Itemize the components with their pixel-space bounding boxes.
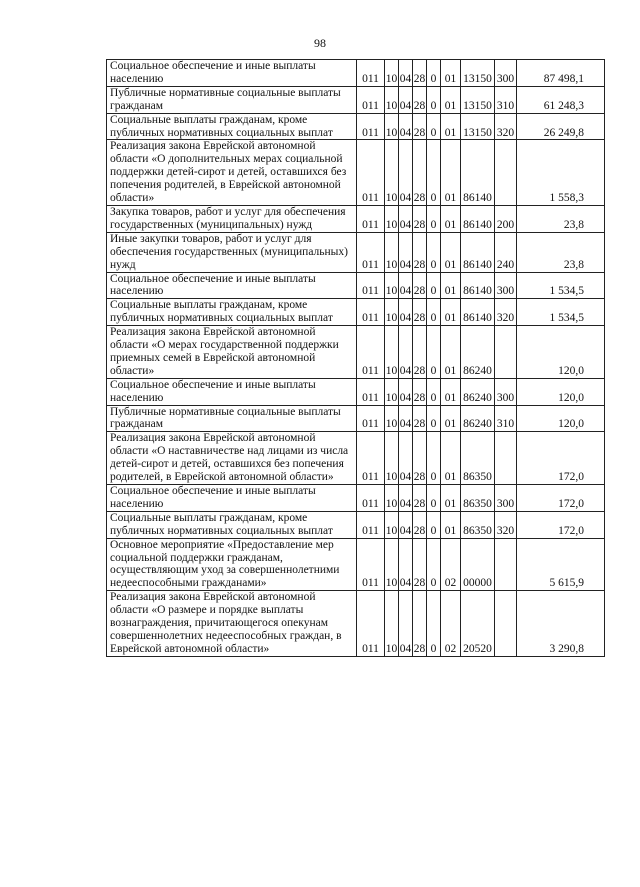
expense-type-code: 240 xyxy=(495,232,517,272)
program-code: 28 xyxy=(413,86,427,113)
ministry-code: 011 xyxy=(357,140,385,206)
subsection-code: 04 xyxy=(399,140,413,206)
event-code: 01 xyxy=(441,326,461,379)
direction-code: 86240 xyxy=(461,378,495,405)
budget-table xyxy=(106,59,605,657)
table-row xyxy=(107,511,605,538)
direction-code: 86140 xyxy=(461,232,495,272)
ministry-code: 011 xyxy=(357,378,385,405)
event-code: 01 xyxy=(441,86,461,113)
ministry-code: 011 xyxy=(357,60,385,87)
subprogram-code: 0 xyxy=(427,326,441,379)
table-row xyxy=(107,378,605,405)
section-code: 10 xyxy=(385,140,399,206)
direction-code: 86350 xyxy=(461,485,495,512)
program-code: 28 xyxy=(413,538,427,591)
table-row xyxy=(107,405,605,432)
ministry-code: 011 xyxy=(357,538,385,591)
subsection-code: 04 xyxy=(399,485,413,512)
amount: 120,0 xyxy=(517,326,605,379)
table-row xyxy=(107,60,605,87)
section-code: 10 xyxy=(385,432,399,485)
amount: 26 249,8 xyxy=(517,113,605,140)
section-code: 10 xyxy=(385,485,399,512)
row-name: Реализация закона Еврейской автономной области «О размере и порядке выплаты вознаграждения, причитающегося опекунам совершеннолетних недееспособных граждан, в Еврейской автономной области» xyxy=(107,591,357,657)
row-name: Реализация закона Еврейской автономной области «О наставничестве над лицами из числа детей-сирот и детей, оставшихся без попечения родителей, в Еврейской автономной области» xyxy=(107,432,357,485)
expense-type-code: 320 xyxy=(495,299,517,326)
row-name: Социальные выплаты гражданам, кроме публичных нормативных социальных выплат xyxy=(107,113,357,140)
program-code: 28 xyxy=(413,326,427,379)
program-code: 28 xyxy=(413,432,427,485)
direction-code: 13150 xyxy=(461,60,495,87)
table-row xyxy=(107,538,605,591)
table-row xyxy=(107,485,605,512)
event-code: 01 xyxy=(441,205,461,232)
expense-type-code xyxy=(495,432,517,485)
section-code: 10 xyxy=(385,205,399,232)
event-code: 01 xyxy=(441,140,461,206)
subsection-code: 04 xyxy=(399,432,413,485)
table-row xyxy=(107,432,605,485)
direction-code: 86350 xyxy=(461,432,495,485)
section-code: 10 xyxy=(385,378,399,405)
expense-type-code xyxy=(495,538,517,591)
expense-type-code xyxy=(495,591,517,657)
ministry-code: 011 xyxy=(357,113,385,140)
row-name: Социальное обеспечение и иные выплаты населению xyxy=(107,485,357,512)
subsection-code: 04 xyxy=(399,299,413,326)
program-code: 28 xyxy=(413,405,427,432)
expense-type-code: 300 xyxy=(495,272,517,299)
section-code: 10 xyxy=(385,232,399,272)
event-code: 01 xyxy=(441,485,461,512)
program-code: 28 xyxy=(413,299,427,326)
subsection-code: 04 xyxy=(399,511,413,538)
program-code: 28 xyxy=(413,60,427,87)
event-code: 01 xyxy=(441,232,461,272)
direction-code: 86350 xyxy=(461,511,495,538)
subprogram-code: 0 xyxy=(427,485,441,512)
subprogram-code: 0 xyxy=(427,591,441,657)
direction-code: 13150 xyxy=(461,113,495,140)
amount: 23,8 xyxy=(517,232,605,272)
subsection-code: 04 xyxy=(399,86,413,113)
direction-code: 20520 xyxy=(461,591,495,657)
amount: 1 534,5 xyxy=(517,272,605,299)
program-code: 28 xyxy=(413,205,427,232)
direction-code: 86240 xyxy=(461,326,495,379)
row-name: Социальное обеспечение и иные выплаты населению xyxy=(107,378,357,405)
direction-code: 86140 xyxy=(461,299,495,326)
table-row xyxy=(107,205,605,232)
subprogram-code: 0 xyxy=(427,432,441,485)
amount: 120,0 xyxy=(517,378,605,405)
row-name: Реализация закона Еврейской автономной области «О мерах государственной поддержки приемных семей в Еврейской автономной области» xyxy=(107,326,357,379)
table-row xyxy=(107,113,605,140)
row-name: Основное мероприятие «Предоставление мер социальной поддержки гражданам, осуществляющим уход за совершеннолетними недееспособными гражданами» xyxy=(107,538,357,591)
table-row xyxy=(107,232,605,272)
row-name: Закупка товаров, работ и услуг для обеспечения государственных (муниципальных) нужд xyxy=(107,205,357,232)
subprogram-code: 0 xyxy=(427,538,441,591)
amount: 172,0 xyxy=(517,432,605,485)
table-row xyxy=(107,299,605,326)
amount: 120,0 xyxy=(517,405,605,432)
section-code: 10 xyxy=(385,299,399,326)
subprogram-code: 0 xyxy=(427,205,441,232)
direction-code: 86140 xyxy=(461,140,495,206)
page-number: 98 xyxy=(314,36,326,50)
expense-type-code: 200 xyxy=(495,205,517,232)
amount: 172,0 xyxy=(517,511,605,538)
table-row xyxy=(107,272,605,299)
section-code: 10 xyxy=(385,113,399,140)
subprogram-code: 0 xyxy=(427,405,441,432)
subsection-code: 04 xyxy=(399,232,413,272)
event-code: 01 xyxy=(441,511,461,538)
direction-code: 86140 xyxy=(461,272,495,299)
expense-type-code: 310 xyxy=(495,405,517,432)
amount: 3 290,8 xyxy=(517,591,605,657)
row-name: Реализация закона Еврейской автономной области «О дополнительных мерах социальной поддержки детей-сирот и детей, оставшихся без попечения родителей, в Еврейской автономной области» xyxy=(107,140,357,206)
subprogram-code: 0 xyxy=(427,232,441,272)
subsection-code: 04 xyxy=(399,405,413,432)
expense-type-code: 300 xyxy=(495,60,517,87)
subprogram-code: 0 xyxy=(427,86,441,113)
subprogram-code: 0 xyxy=(427,272,441,299)
section-code: 10 xyxy=(385,591,399,657)
section-code: 10 xyxy=(385,538,399,591)
expense-type-code: 320 xyxy=(495,113,517,140)
direction-code: 86140 xyxy=(461,205,495,232)
table-row xyxy=(107,86,605,113)
program-code: 28 xyxy=(413,113,427,140)
ministry-code: 011 xyxy=(357,326,385,379)
event-code: 01 xyxy=(441,378,461,405)
subsection-code: 04 xyxy=(399,378,413,405)
amount: 172,0 xyxy=(517,485,605,512)
program-code: 28 xyxy=(413,272,427,299)
expense-type-code: 300 xyxy=(495,485,517,512)
ministry-code: 011 xyxy=(357,432,385,485)
subprogram-code: 0 xyxy=(427,511,441,538)
row-name: Социальные выплаты гражданам, кроме публичных нормативных социальных выплат xyxy=(107,299,357,326)
amount: 1 558,3 xyxy=(517,140,605,206)
program-code: 28 xyxy=(413,378,427,405)
program-code: 28 xyxy=(413,591,427,657)
amount: 1 534,5 xyxy=(517,299,605,326)
table-row xyxy=(107,591,605,657)
direction-code: 86240 xyxy=(461,405,495,432)
subsection-code: 04 xyxy=(399,205,413,232)
subsection-code: 04 xyxy=(399,60,413,87)
expense-type-code: 310 xyxy=(495,86,517,113)
ministry-code: 011 xyxy=(357,485,385,512)
subsection-code: 04 xyxy=(399,591,413,657)
subprogram-code: 0 xyxy=(427,60,441,87)
event-code: 01 xyxy=(441,272,461,299)
event-code: 01 xyxy=(441,432,461,485)
expense-type-code: 300 xyxy=(495,378,517,405)
direction-code: 00000 xyxy=(461,538,495,591)
event-code: 02 xyxy=(441,591,461,657)
amount: 5 615,9 xyxy=(517,538,605,591)
row-name: Социальные выплаты гражданам, кроме публичных нормативных социальных выплат xyxy=(107,511,357,538)
section-code: 10 xyxy=(385,511,399,538)
row-name: Публичные нормативные социальные выплаты гражданам xyxy=(107,86,357,113)
row-name: Социальное обеспечение и иные выплаты населению xyxy=(107,272,357,299)
direction-code: 13150 xyxy=(461,86,495,113)
section-code: 10 xyxy=(385,405,399,432)
amount: 87 498,1 xyxy=(517,60,605,87)
row-name: Социальное обеспечение и иные выплаты населению xyxy=(107,60,357,87)
program-code: 28 xyxy=(413,232,427,272)
event-code: 01 xyxy=(441,60,461,87)
subsection-code: 04 xyxy=(399,538,413,591)
program-code: 28 xyxy=(413,140,427,206)
subprogram-code: 0 xyxy=(427,299,441,326)
ministry-code: 011 xyxy=(357,205,385,232)
expense-type-code xyxy=(495,140,517,206)
ministry-code: 011 xyxy=(357,272,385,299)
amount: 61 248,3 xyxy=(517,86,605,113)
event-code: 01 xyxy=(441,299,461,326)
event-code: 02 xyxy=(441,538,461,591)
event-code: 01 xyxy=(441,405,461,432)
subprogram-code: 0 xyxy=(427,378,441,405)
section-code: 10 xyxy=(385,60,399,87)
section-code: 10 xyxy=(385,86,399,113)
subprogram-code: 0 xyxy=(427,113,441,140)
table-body xyxy=(107,60,605,657)
section-code: 10 xyxy=(385,326,399,379)
ministry-code: 011 xyxy=(357,299,385,326)
expense-type-code xyxy=(495,326,517,379)
subsection-code: 04 xyxy=(399,272,413,299)
table-row xyxy=(107,326,605,379)
ministry-code: 011 xyxy=(357,405,385,432)
amount: 23,8 xyxy=(517,205,605,232)
subprogram-code: 0 xyxy=(427,140,441,206)
row-name: Публичные нормативные социальные выплаты гражданам xyxy=(107,405,357,432)
program-code: 28 xyxy=(413,485,427,512)
event-code: 01 xyxy=(441,113,461,140)
section-code: 10 xyxy=(385,272,399,299)
ministry-code: 011 xyxy=(357,511,385,538)
ministry-code: 011 xyxy=(357,591,385,657)
expense-type-code: 320 xyxy=(495,511,517,538)
ministry-code: 011 xyxy=(357,86,385,113)
row-name: Иные закупки товаров, работ и услуг для обеспечения государственных (муниципальных) нужд xyxy=(107,232,357,272)
subsection-code: 04 xyxy=(399,326,413,379)
table-row xyxy=(107,140,605,206)
subsection-code: 04 xyxy=(399,113,413,140)
ministry-code: 011 xyxy=(357,232,385,272)
program-code: 28 xyxy=(413,511,427,538)
